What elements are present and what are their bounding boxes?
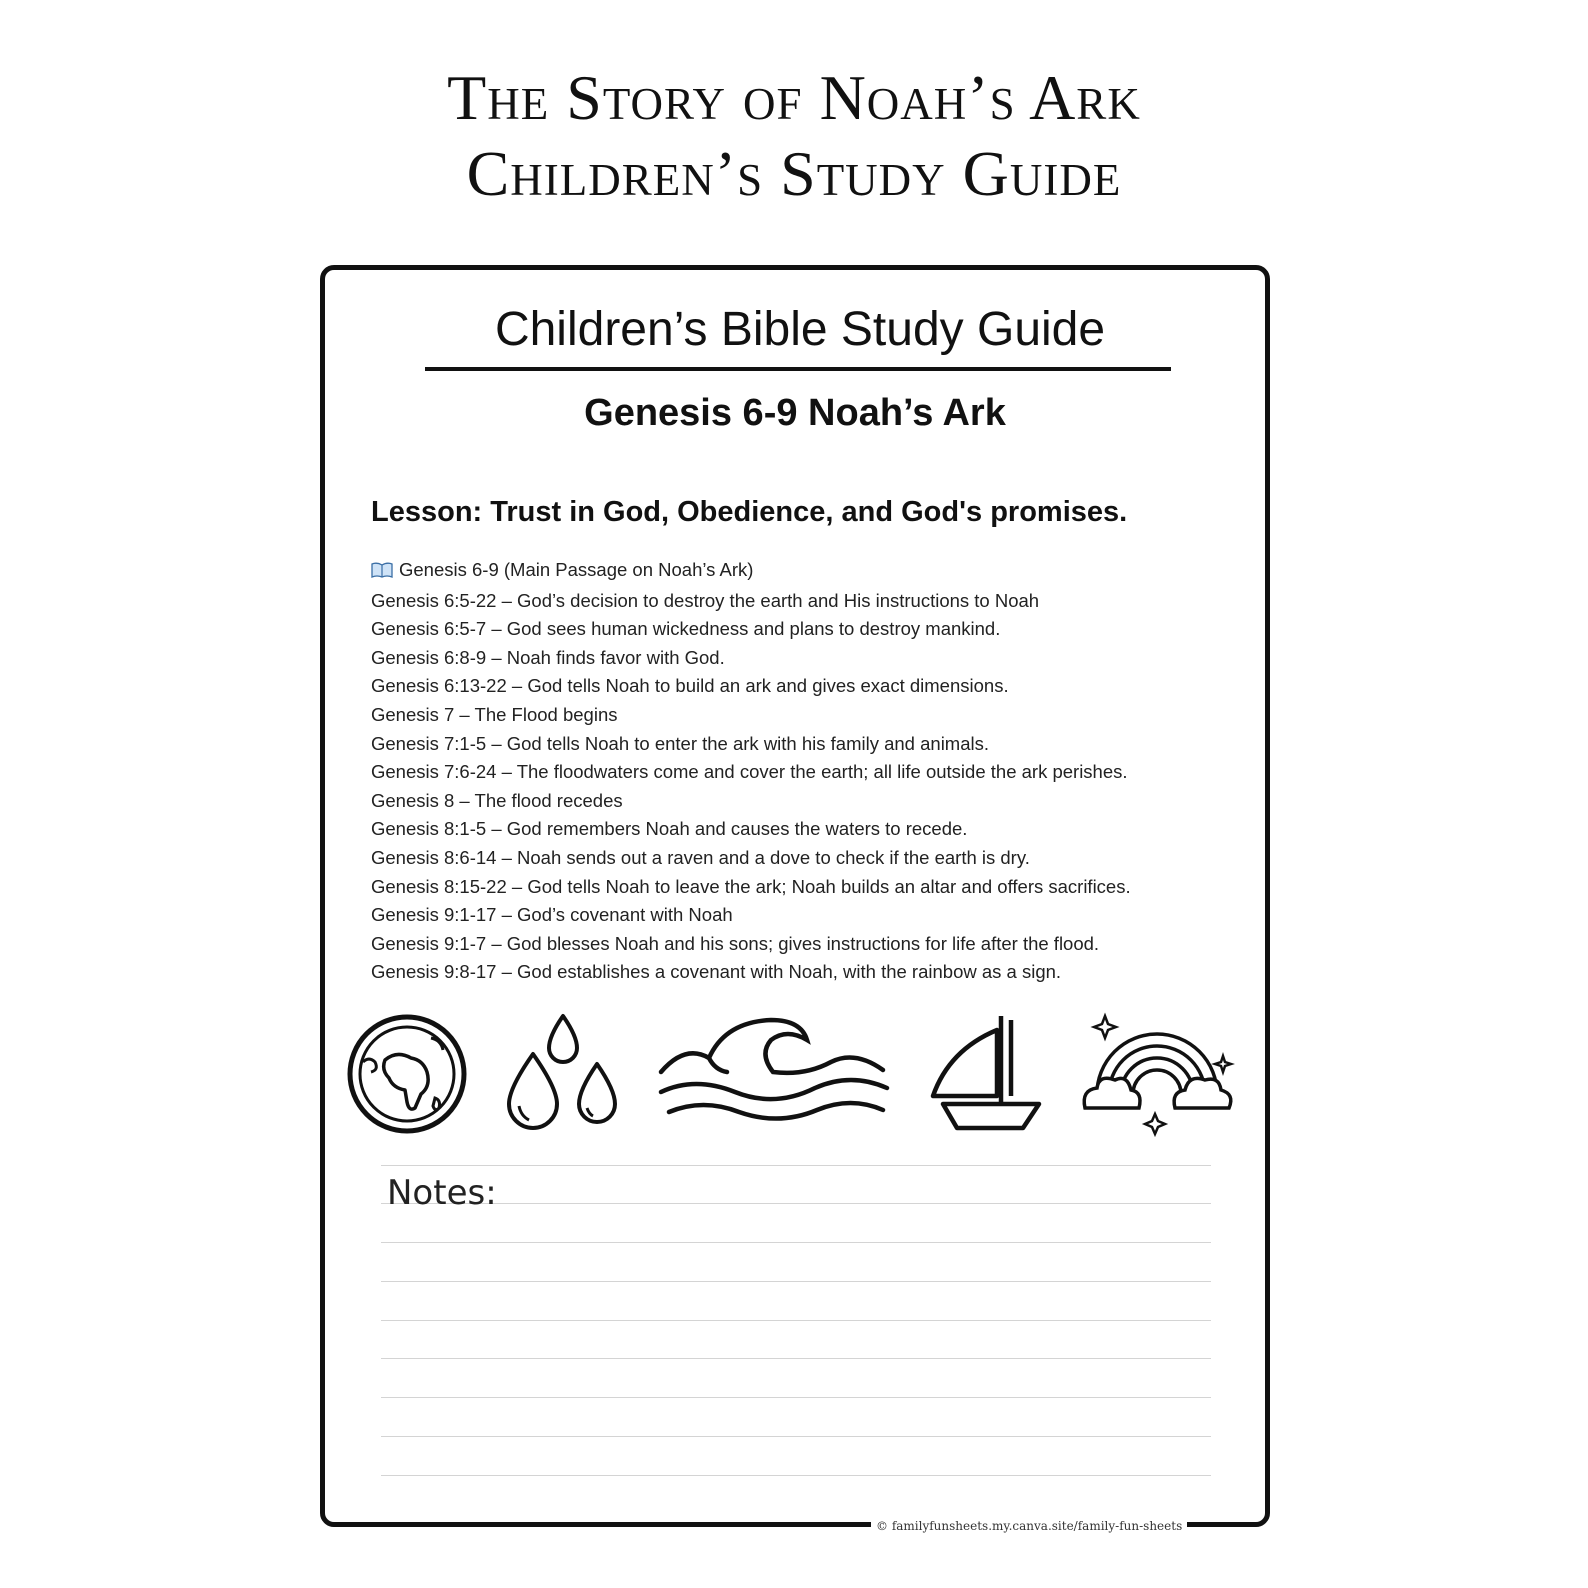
raindrops-icon (509, 1016, 615, 1128)
reference-item: Genesis 8:1-5 – God remembers Noah and causes the waters to recede. (371, 818, 968, 840)
reference-item: Genesis 9:8-17 – God establishes a covenant with Noah, with the rainbow as a sign. (371, 961, 1062, 983)
reference-item: Genesis 9:1-17 – God’s covenant with Noah (371, 904, 733, 926)
page-title (0, 60, 1588, 212)
notes-rule (381, 1475, 1211, 1476)
sailboat-icon (933, 1016, 1039, 1128)
heading-underline (425, 367, 1171, 371)
reference-item: Genesis 6:8-9 – Noah finds favor with God. (371, 646, 725, 668)
lesson-statement: Lesson: Trust in God, Obedience, and God's promises. (371, 496, 1128, 528)
notes-rule (381, 1397, 1211, 1398)
reference-item: Genesis 6:5-7 – God sees human wickedness and plans to destroy mankind. (371, 618, 1001, 640)
notes-rule (381, 1203, 1211, 1204)
study-guide-card (320, 265, 1270, 1533)
reference-item: Genesis 9:1-7 – God blesses Noah and his sons; gives instructions for life after the flood. (371, 932, 1100, 954)
notes-rule (381, 1436, 1211, 1437)
notes-rule (381, 1242, 1211, 1243)
notes-rule (381, 1320, 1211, 1321)
notes-label: Notes: (387, 1173, 497, 1213)
card-heading: Children’s Bible Study Guide (494, 303, 1106, 356)
illustration-row (325, 1010, 1265, 1140)
book-icon (371, 558, 393, 587)
reference-item: Genesis 7:6-24 – The floodwaters come and cover the earth; all life outside the ark perishes. (371, 761, 1128, 783)
passage-heading: Genesis 6-9 Noah’s Ark (584, 392, 1006, 434)
notes-area[interactable] (381, 1165, 1211, 1485)
scripture-reference-list (371, 556, 1131, 987)
reference-item: Genesis 6:5-22 – God’s decision to destroy the earth and His instructions to Noah (371, 589, 1040, 611)
notes-rule (381, 1281, 1211, 1282)
reference-item: Genesis 6:13-22 – God tells Noah to build an ark and gives exact dimensions. (371, 675, 1009, 697)
reference-item: Genesis 7:1-5 – God tells Noah to enter the ark with his family and animals. (371, 732, 989, 754)
reference-item: Genesis 7 – The Flood begins (371, 703, 618, 725)
waves-icon (661, 1020, 887, 1119)
reference-text: Genesis 6-9 (Main Passage on Noah’s Ark) (399, 559, 754, 580)
earth-globe-icon (345, 1012, 469, 1136)
title-line-1: The Story of Noah’s Ark (447, 62, 1141, 133)
reference-item: Genesis 8 – The flood recedes (371, 789, 623, 811)
reference-item: Genesis 8:15-22 – God tells Noah to leave the ark; Noah builds an altar and offers sacrifices. (371, 875, 1131, 897)
title-line-2: Children’s Study Guide (466, 138, 1122, 209)
reference-item (371, 556, 1131, 587)
reference-item: Genesis 8:6-14 – Noah sends out a raven and a dove to check if the earth is dry. (371, 846, 1030, 868)
notes-rule (381, 1358, 1211, 1359)
notes-rule (381, 1165, 1211, 1166)
copyright-credit: © familyfunsheets.my.canva.site/family-fun-sheets (871, 1515, 1187, 1537)
rainbow-icon (1084, 1016, 1231, 1134)
